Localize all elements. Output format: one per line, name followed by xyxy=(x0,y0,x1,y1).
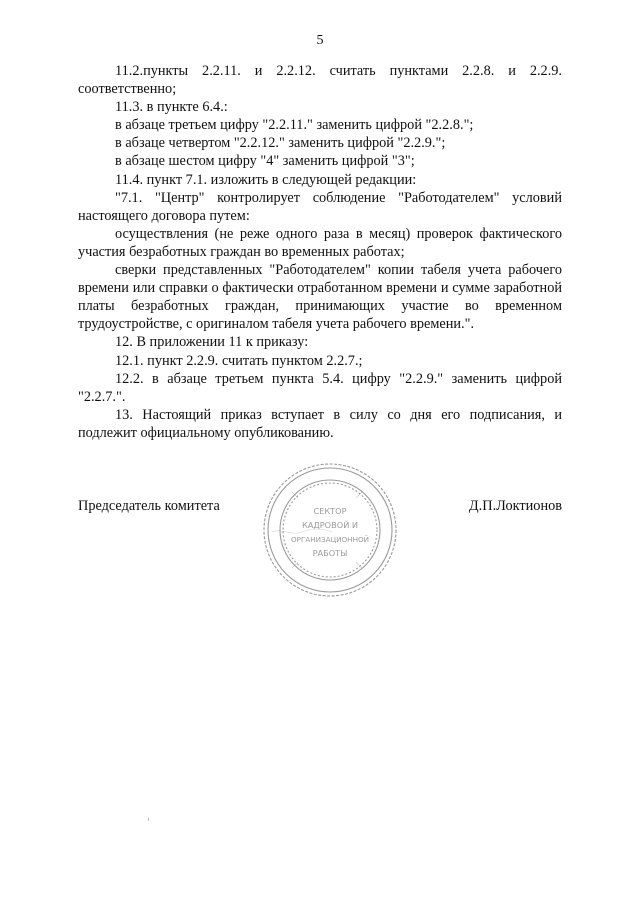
paragraph-11-3-a: в абзаце третьем цифру "2.2.11." заменить цифрой "2.2.8."; xyxy=(115,117,474,134)
paragraph-12: 12. В приложении 11 к приказу: xyxy=(115,334,309,351)
page-number: 5 xyxy=(316,33,324,48)
stamp-line-3: ОРГАНИЗАЦИОННОЙ xyxy=(290,535,370,544)
signatory-name: Д.П.Локтионов xyxy=(468,498,562,514)
document-body xyxy=(78,62,562,442)
paragraph-11-4: 11.4. пункт 7.1. изложить в следующей редакции: xyxy=(115,171,417,188)
paragraph-12-2: 12.2. в абзаце третьем пункта 5.4. цифру "2.2.9." заменить цифрой "2.2.7.". xyxy=(78,370,562,405)
signatory-title: Председатель комитета xyxy=(78,498,220,514)
paragraph-7-1-b: сверки представленных "Работодателем" копии табеля учета рабочего времени или справки о фактически отработанном времени и сумме заработной платы безработных граждан, принимающих участие во временном трудоустройстве, с оригиналом табеля учета рабочего времени.". xyxy=(78,262,562,333)
official-seal-stamp xyxy=(262,462,398,598)
paragraph-7-1: "7.1. "Центр" контролирует соблюдение "Работодателем" условий настоящего договора путем: xyxy=(78,189,562,224)
paragraph-13: 13. Настоящий приказ вступает в силу со дня его подписания, и подлежит официальному опубликованию. xyxy=(78,406,562,441)
paragraph-7-1-a: осуществления (не реже одного раза в месяц) проверок фактического участия безработных граждан во временных работах; xyxy=(78,225,562,260)
scan-artifact xyxy=(148,818,149,821)
paragraph-11-3-b: в абзаце четвертом "2.2.12." заменить цифрой "2.2.9."; xyxy=(115,135,446,152)
stamp-line-2: КАДРОВОЙ И xyxy=(301,520,359,530)
paragraph-11-3: 11.3. в пункте 6.4.: xyxy=(115,99,228,116)
paragraph-11-2: 11.2.пункты 2.2.11. и 2.2.12. считать пунктами 2.2.8. и 2.2.9. соответственно; xyxy=(78,63,562,98)
paragraph-11-3-c: в абзаце шестом цифру "4" заменить цифрой "3"; xyxy=(115,153,415,170)
stamp-line-1: СЕКТОР xyxy=(313,506,347,516)
paragraph-12-1: 12.1. пункт 2.2.9. считать пунктом 2.2.7.; xyxy=(115,352,363,369)
stamp-line-4: РАБОТЫ xyxy=(312,548,348,558)
